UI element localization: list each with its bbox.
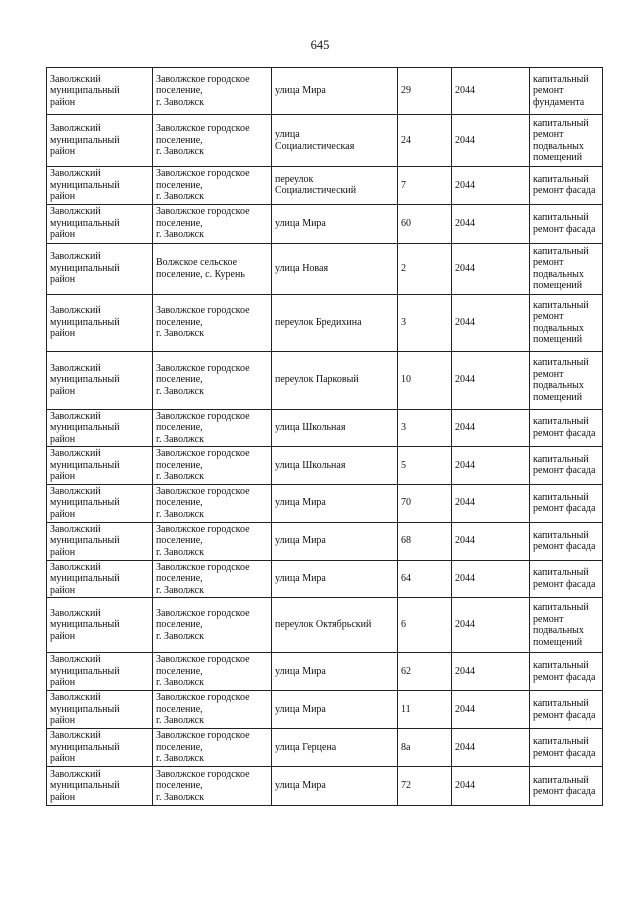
year-cell: [452, 653, 530, 691]
work-type-cell-text: капитальный ремонт фундамента: [533, 73, 589, 108]
house-number-cell: [398, 767, 452, 806]
street-cell: [272, 653, 398, 691]
house-number-cell-text: 60: [401, 217, 411, 229]
district-cell: [47, 691, 153, 729]
year-cell: [452, 243, 530, 294]
house-number-cell-text: 11: [401, 703, 411, 715]
district-cell: [47, 560, 153, 598]
district-cell-text: Заволжский муниципальный район: [50, 305, 120, 340]
settlement-cell-text: Заволжское городское поселение, г. Заволжск: [156, 123, 250, 158]
district-cell-text: Заволжский муниципальный район: [50, 768, 120, 803]
district-cell-text: Заволжский муниципальный район: [50, 362, 120, 397]
street-cell-text: улица Социалистическая: [275, 129, 355, 152]
district-cell-text: Заволжский муниципальный район: [50, 523, 120, 558]
district-cell: [47, 522, 153, 560]
house-number-cell: [398, 167, 452, 205]
year-cell: [452, 484, 530, 522]
district-cell-text: Заволжский муниципальный район: [50, 251, 120, 286]
house-number-cell: [398, 351, 452, 409]
house-number-cell: [398, 522, 452, 560]
work-type-cell: [530, 598, 603, 653]
settlement-cell-text: Заволжское городское поселение, г. Заволжск: [156, 73, 250, 108]
settlement-cell-text: Заволжское городское поселение, г. Заволжск: [156, 305, 250, 340]
year-cell: [452, 729, 530, 767]
street-cell: [272, 447, 398, 485]
work-type-cell-text: капитальный ремонт фасада: [533, 698, 596, 721]
year-cell: [452, 522, 530, 560]
district-cell: [47, 167, 153, 205]
table-row: [47, 409, 603, 447]
street-cell-text: переулок Парковый: [275, 374, 359, 386]
work-type-cell: [530, 447, 603, 485]
work-type-cell: [530, 115, 603, 167]
house-number-cell: [398, 243, 452, 294]
street-cell: [272, 294, 398, 351]
year-cell: [452, 560, 530, 598]
district-cell: [47, 447, 153, 485]
settlement-cell: [153, 167, 272, 205]
settlement-cell-text: Заволжское городское поселение, г. Заволжск: [156, 168, 250, 202]
year-cell-text: 2044: [455, 316, 475, 328]
year-cell: [452, 447, 530, 485]
house-number-cell: [398, 729, 452, 767]
house-number-cell-text: 5: [401, 459, 406, 471]
work-type-cell: [530, 560, 603, 598]
year-cell: [452, 167, 530, 205]
settlement-cell: [153, 560, 272, 598]
year-cell-text: 2044: [455, 741, 475, 753]
settlement-cell-text: Заволжское городское поселение, г. Заволжск: [156, 607, 250, 642]
table-row: [47, 68, 603, 115]
year-cell-text: 2044: [455, 573, 475, 584]
year-cell: [452, 691, 530, 729]
district-cell-text: Заволжский муниципальный район: [50, 485, 120, 520]
settlement-cell: [153, 729, 272, 767]
table-row: [47, 522, 603, 560]
settlement-cell-text: Заволжское городское поселение, г. Заволжск: [156, 362, 250, 397]
district-cell: [47, 115, 153, 167]
settlement-cell-text: Заволжское городское поселение, г. Заволжск: [156, 410, 250, 445]
street-cell-text: улица Мира: [275, 780, 326, 792]
district-cell: [47, 294, 153, 351]
table-row: [47, 115, 603, 167]
district-cell-text: Заволжский муниципальный район: [50, 730, 120, 765]
table-row: [47, 243, 603, 294]
street-cell: [272, 598, 398, 653]
work-type-cell-text: капитальный ремонт фасада: [533, 453, 596, 477]
house-number-cell: [398, 447, 452, 485]
work-type-cell-text: капитальный ремонт фасада: [533, 529, 596, 552]
work-type-cell-text: капитальный ремонт фасада: [533, 416, 596, 439]
work-type-cell-text: капитальный ремонт фасада: [533, 567, 596, 590]
district-cell: [47, 204, 153, 243]
year-cell-text: 2044: [455, 179, 475, 191]
year-cell-text: 2044: [455, 535, 475, 547]
house-number-cell-text: 7: [401, 179, 406, 191]
district-cell: [47, 598, 153, 653]
settlement-cell: [153, 243, 272, 294]
settlement-cell: [153, 484, 272, 522]
work-type-cell: [530, 691, 603, 729]
year-cell-text: 2044: [455, 665, 475, 677]
settlement-cell-text: Заволжское городское поселение, г. Заволжск: [156, 485, 250, 520]
house-number-cell: [398, 484, 452, 522]
year-cell-text: 2044: [455, 619, 475, 631]
work-type-cell: [530, 167, 603, 205]
year-cell-text: 2044: [455, 703, 475, 715]
table-row: [47, 167, 603, 205]
street-cell: [272, 204, 398, 243]
house-number-cell: [398, 204, 452, 243]
house-number-cell-text: 6: [401, 619, 406, 631]
work-type-cell-text: капитальный ремонт фасада: [533, 660, 596, 683]
table-row: [47, 691, 603, 729]
table-row: [47, 484, 603, 522]
district-cell: [47, 484, 153, 522]
year-cell: [452, 68, 530, 115]
street-cell-text: переулок Социалистический: [275, 173, 357, 197]
street-cell-text: улица Мира: [275, 665, 326, 677]
street-cell-text: улица Герцена: [275, 741, 337, 753]
street-cell: [272, 691, 398, 729]
district-cell-text: Заволжский муниципальный район: [50, 123, 120, 158]
year-cell-text: 2044: [455, 217, 475, 229]
work-type-cell: [530, 653, 603, 691]
settlement-cell: [153, 447, 272, 485]
settlement-cell-text: Заволжское городское поселение, г. Заволжск: [156, 692, 250, 727]
work-type-cell: [530, 351, 603, 409]
street-cell-text: улица Мира: [275, 85, 326, 97]
street-cell: [272, 409, 398, 447]
year-cell: [452, 204, 530, 243]
settlement-cell: [153, 653, 272, 691]
district-cell-text: Заволжский муниципальный район: [50, 561, 120, 596]
house-number-cell-text: 24: [401, 134, 411, 146]
settlement-cell: [153, 767, 272, 806]
district-cell: [47, 351, 153, 409]
street-cell-text: переулок Октябрьский: [275, 619, 372, 631]
house-number-cell-text: 8а: [401, 741, 411, 753]
work-type-cell-text: капитальный ремонт подвальных помещений: [533, 299, 589, 345]
settlement-cell-text: Заволжское городское поселение, г. Заволжск: [156, 561, 250, 596]
house-number-cell-text: 64: [401, 573, 411, 584]
house-number-cell: [398, 294, 452, 351]
year-cell: [452, 767, 530, 806]
street-cell: [272, 243, 398, 294]
settlement-cell: [153, 68, 272, 115]
settlement-cell-text: Заволжское городское поселение, г. Заволжск: [156, 206, 250, 241]
settlement-cell: [153, 294, 272, 351]
street-cell-text: улица Мира: [275, 703, 326, 715]
street-cell: [272, 484, 398, 522]
table-row: [47, 351, 603, 409]
street-cell-text: улица Школьная: [275, 459, 346, 471]
settlement-cell: [153, 115, 272, 167]
street-cell: [272, 167, 398, 205]
repair-schedule-table: [46, 67, 603, 806]
street-cell: [272, 729, 398, 767]
settlement-cell: [153, 204, 272, 243]
work-type-cell-text: капитальный ремонт подвальных помещений: [533, 245, 589, 291]
settlement-cell: [153, 522, 272, 560]
work-type-cell-text: капитальный ремонт подвальных помещений: [533, 357, 589, 403]
street-cell: [272, 767, 398, 806]
table-row: [47, 294, 603, 351]
district-cell-text: Заволжский муниципальный район: [50, 607, 120, 642]
work-type-cell: [530, 767, 603, 806]
street-cell: [272, 522, 398, 560]
street-cell-text: переулок Бредихина: [275, 316, 362, 328]
work-type-cell: [530, 729, 603, 767]
year-cell-text: 2044: [455, 374, 475, 386]
street-cell-text: улица Мира: [275, 217, 326, 229]
year-cell-text: 2044: [455, 85, 475, 97]
work-type-cell: [530, 294, 603, 351]
district-cell-text: Заволжский муниципальный район: [50, 73, 120, 108]
house-number-cell-text: 3: [401, 316, 406, 328]
year-cell: [452, 294, 530, 351]
house-number-cell-text: 72: [401, 780, 411, 792]
settlement-cell: [153, 598, 272, 653]
settlement-cell-text: Заволжское городское поселение, г. Заволжск: [156, 448, 250, 482]
house-number-cell: [398, 598, 452, 653]
work-type-cell: [530, 484, 603, 522]
street-cell-text: улица Школьная: [275, 422, 346, 433]
work-type-cell: [530, 409, 603, 447]
table-row: [47, 560, 603, 598]
settlement-cell: [153, 351, 272, 409]
district-cell: [47, 729, 153, 767]
table-row: [47, 447, 603, 485]
year-cell-text: 2044: [455, 262, 475, 274]
house-number-cell: [398, 691, 452, 729]
year-cell-text: 2044: [455, 422, 475, 433]
house-number-cell: [398, 653, 452, 691]
work-type-cell-text: капитальный ремонт фасада: [533, 212, 596, 235]
house-number-cell-text: 70: [401, 497, 411, 509]
settlement-cell: [153, 691, 272, 729]
settlement-cell-text: Заволжское городское поселение, г. Заволжск: [156, 523, 250, 558]
house-number-cell-text: 68: [401, 535, 411, 547]
street-cell: [272, 115, 398, 167]
district-cell: [47, 68, 153, 115]
work-type-cell-text: капитальный ремонт подвальных помещений: [533, 602, 589, 648]
year-cell-text: 2044: [455, 780, 475, 792]
table-row: [47, 767, 603, 806]
district-cell-text: Заволжский муниципальный район: [50, 168, 120, 202]
settlement-cell-text: Волжское сельское поселение, с. Курень: [156, 257, 245, 280]
house-number-cell-text: 62: [401, 665, 411, 677]
settlement-cell-text: Заволжское городское поселение, г. Заволжск: [156, 768, 250, 803]
district-cell-text: Заволжский муниципальный район: [50, 410, 120, 445]
street-cell-text: улица Мира: [275, 497, 326, 509]
year-cell-text: 2044: [455, 459, 475, 471]
district-cell-text: Заволжский муниципальный район: [50, 692, 120, 727]
work-type-cell-text: капитальный ремонт фасада: [533, 774, 596, 797]
house-number-cell-text: 29: [401, 85, 411, 97]
street-cell: [272, 351, 398, 409]
house-number-cell-text: 2: [401, 262, 406, 274]
district-cell: [47, 409, 153, 447]
district-cell-text: Заволжский муниципальный район: [50, 654, 120, 689]
district-cell-text: Заволжский муниципальный район: [50, 206, 120, 241]
year-cell: [452, 115, 530, 167]
street-cell-text: улица Мира: [275, 535, 326, 547]
house-number-cell: [398, 560, 452, 598]
street-cell-text: улица Мира: [275, 573, 326, 584]
table-row: [47, 653, 603, 691]
year-cell: [452, 409, 530, 447]
house-number-cell: [398, 68, 452, 115]
table-row: [47, 204, 603, 243]
work-type-cell: [530, 243, 603, 294]
work-type-cell-text: капитальный ремонт фасада: [533, 736, 596, 759]
street-cell: [272, 560, 398, 598]
house-number-cell-text: 3: [401, 422, 406, 433]
year-cell: [452, 351, 530, 409]
page-number: 645: [310, 38, 330, 52]
work-type-cell: [530, 204, 603, 243]
settlement-cell-text: Заволжское городское поселение, г. Заволжск: [156, 730, 250, 765]
table-row: [47, 598, 603, 653]
work-type-cell: [530, 522, 603, 560]
work-type-cell-text: капитальный ремонт фасада: [533, 491, 596, 514]
settlement-cell: [153, 409, 272, 447]
street-cell-text: улица Новая: [275, 262, 329, 274]
house-number-cell-text: 10: [401, 374, 411, 386]
year-cell-text: 2044: [455, 134, 475, 146]
house-number-cell: [398, 409, 452, 447]
settlement-cell-text: Заволжское городское поселение, г. Заволжск: [156, 654, 250, 689]
work-type-cell-text: капитальный ремонт подвальных помещений: [533, 117, 589, 163]
table-row: [47, 729, 603, 767]
house-number-cell: [398, 115, 452, 167]
street-cell: [272, 68, 398, 115]
district-cell: [47, 243, 153, 294]
year-cell: [452, 598, 530, 653]
district-cell: [47, 653, 153, 691]
district-cell-text: Заволжский муниципальный район: [50, 448, 120, 482]
work-type-cell-text: капитальный ремонт фасада: [533, 173, 596, 197]
work-type-cell: [530, 68, 603, 115]
district-cell: [47, 767, 153, 806]
year-cell-text: 2044: [455, 497, 475, 509]
table-body: [47, 68, 603, 806]
